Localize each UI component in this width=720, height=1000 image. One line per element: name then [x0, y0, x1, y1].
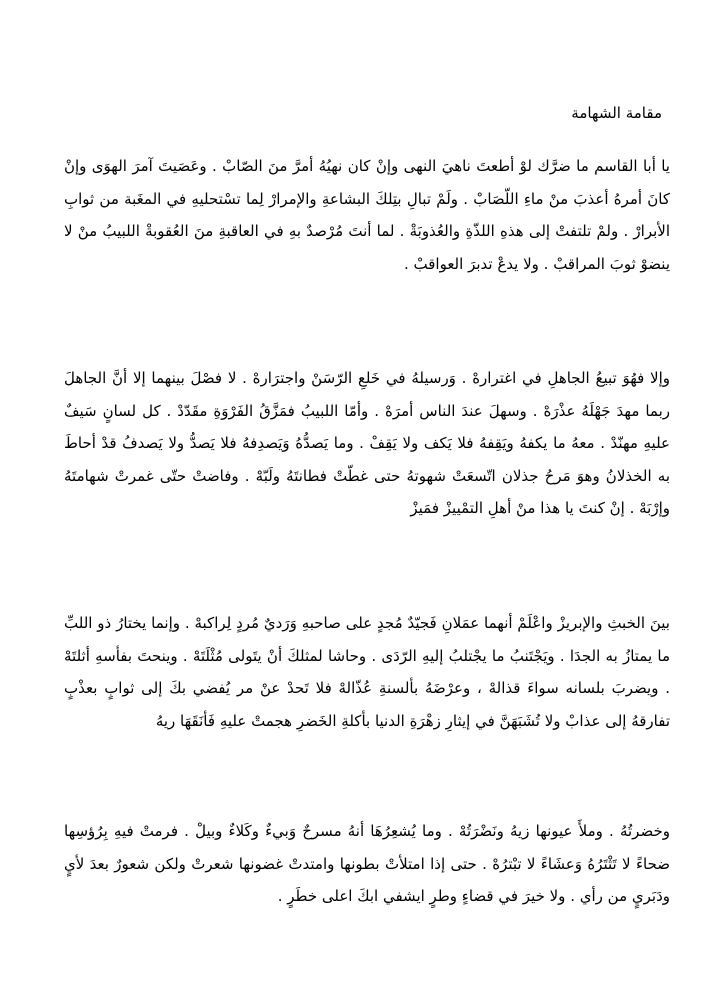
paragraph-3: بينَ الخبثِ والإبريزْ واعْلَمْ أنهما عمَلانِ فَجيّدٌ مُجدٍ على صاحبهِ وَرَديٌ مُردٍ لِراكبهْ . وإنما يختارُ ذو اللبِّ ما يمتازُ به الجدَا . ويَجْتَنبُ ما يجْتلبُ إليهِ الرّدَى . وحاشا لمثلكَ أنْ يتَولى مُثْلَتَهْ . وينحتَ بفأسهِ أثلتَهْ . ويضربَ بلسانه سواءَ قذالهْ ، وعرْضَهُ بألسنةِ عُذّالهْ فلا تَحدْ عنْ مر يُفضي بكَ إلى ثوابٍ بعذْبٍ تفارقهُ إلى عذابْ ولا تُشَبَهَنَّ في إيثارِ زهْرَةِ الدنيا بأكلةِ الخَضرِ هجمتْ عليهِ فَأنَقَهَا ريهُ — [64, 614, 670, 730]
document-title: مقامة الشهامة — [571, 104, 662, 122]
paragraph-4: وخضرتُهُ . وملأَ عيونها زيهُ ونَضْرَتُهْ . وما يُشعِرُهَا أنهُ مسرحٌ وَبيءٌ وكَلاءٌ وبيلْ . فرمتْ فيهِ بِرُؤسِها ضحاءً لا تَثْتَرُهُ وَعشَاءً لا تبْترُهْ . حتى إذا امتلأتْ بطونها وامتدتْ غضونها شعرتْ ولكن شعورٌ بعدَ لأيٍ ودَبَريٍ من رأي . ولا خيرَ في قضاءٍ وطرٍ ايشفي ابكَ اعلى خطَرٍ . — [64, 822, 670, 905]
paragraph-1: يا أبا القاسم ما ضرَّك لوْ أطعتَ ناهيَ النهى وإنْ كان نهيُهُ أمرَّ منَ الصّابْ . وعَصَيتَ آمرَ الهوَى وإنْ كانَ أمرهُ أعذبَ منْ ماءِ اللّصَابْ . ولَمْ تبالِ بتِلكَ البشاعةِ والإمرارْ لِما تسْتحليهِ في المغَبة من ثوابِ الأبرارْ . ولمْ تلتفتْ إلى هذهِ اللذّةِ والعُذوبَةْ . لما أنتَ مُرْصدٌ بهِ في العاقبةِ منَ العُقوبةْ اللبيبُ منْ لا ينضوْ ثوبَ المراقبْ . ولا يدعْ تدبرَ العواقبْ . — [64, 157, 670, 273]
paragraph-2: وإلا فهُوَ تبيعُ الجاهلِ في اغترارهْ . وَرسيلهُ في خَلعِ الرّسَنْ واجترَارهْ . لا فصْلَ بينهما إلا أنَّ الجاهلَ ربما مهدَ جَهْلَهُ عذْرَهْ . وسهلَ عندَ الناس أمرَهْ . وأمّا اللبيبُ فمَزَّقُ الفَرْوَةِ مقَدّدْ . كل لسانٍ سَيفٌ عليهِ مهنّدْ . معهُ ما يكفهُ ويَقِفهُ فلا يَكف ولا يَقِفْ . وما يَصدُّهُ وَيَصدِفهُ فلا يَصدُّ ولا يَصدفُ قدْ أحاطَ به الخذلانُ وهوَ مَرحُ جذلان اتّسعَتْ شهوتهُ حتى غطّتْ فطانتَهُ ولَبّهْ . وفاضتْ حتّى غمرتْ شهامتَهُ وإرْبَهْ . إنْ كنتَ يا هذا منْ أهلِ التمْييزْ فمَيزْ — [64, 369, 670, 517]
